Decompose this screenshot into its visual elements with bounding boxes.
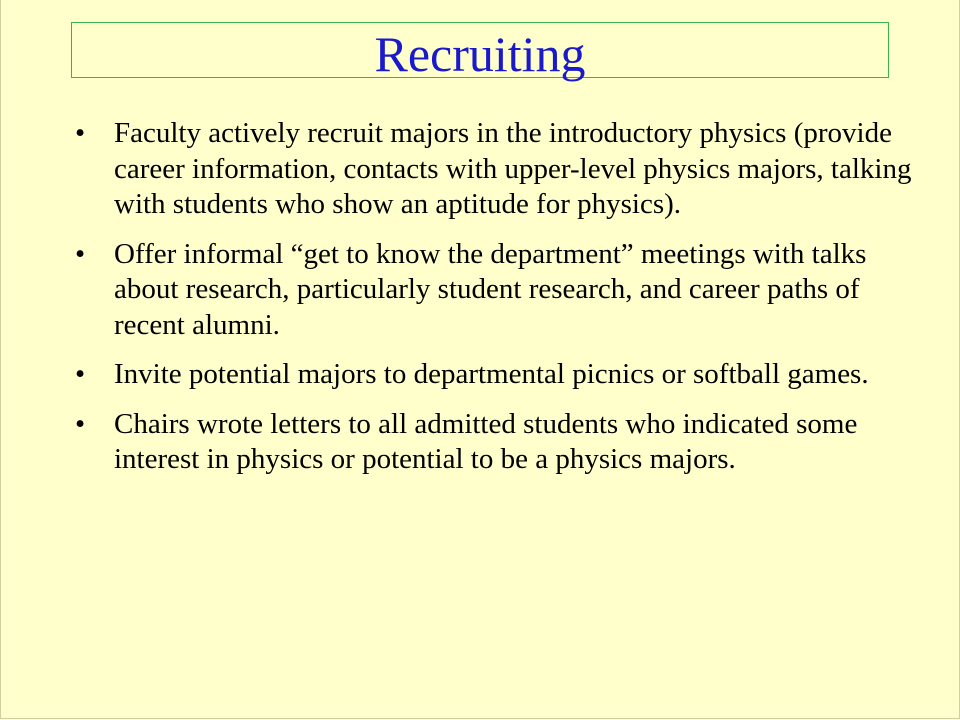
bullet-dot-icon: • bbox=[75, 358, 86, 390]
bullet-text: Faculty actively recruit majors in the introductory physics (provide career information, contacts with upper-level physics majors, talking with students who show an aptitude for physics). bbox=[114, 117, 912, 220]
bullet-dot-icon: • bbox=[75, 237, 86, 270]
bullet-item bbox=[73, 237, 923, 344]
bullet-dot-icon: • bbox=[75, 117, 86, 149]
bullet-text: Offer informal “get to know the department” meetings with talks about research, particularly student research, and career paths of recent alumni. bbox=[114, 237, 867, 341]
bullet-item bbox=[73, 407, 923, 478]
title-box bbox=[71, 22, 889, 82]
bullet-text: Invite potential majors to departmental picnics or softball games. bbox=[114, 358, 869, 390]
bullet-item bbox=[73, 357, 923, 393]
bullet-text: Chairs wrote letters to all admitted students who indicated some interest in physics or potential to be a physics majors. bbox=[114, 407, 858, 475]
bullet-list bbox=[73, 116, 923, 492]
bullet-item bbox=[73, 116, 923, 223]
slide-title: Recruiting bbox=[374, 26, 586, 82]
bullet-dot-icon: • bbox=[75, 407, 86, 440]
